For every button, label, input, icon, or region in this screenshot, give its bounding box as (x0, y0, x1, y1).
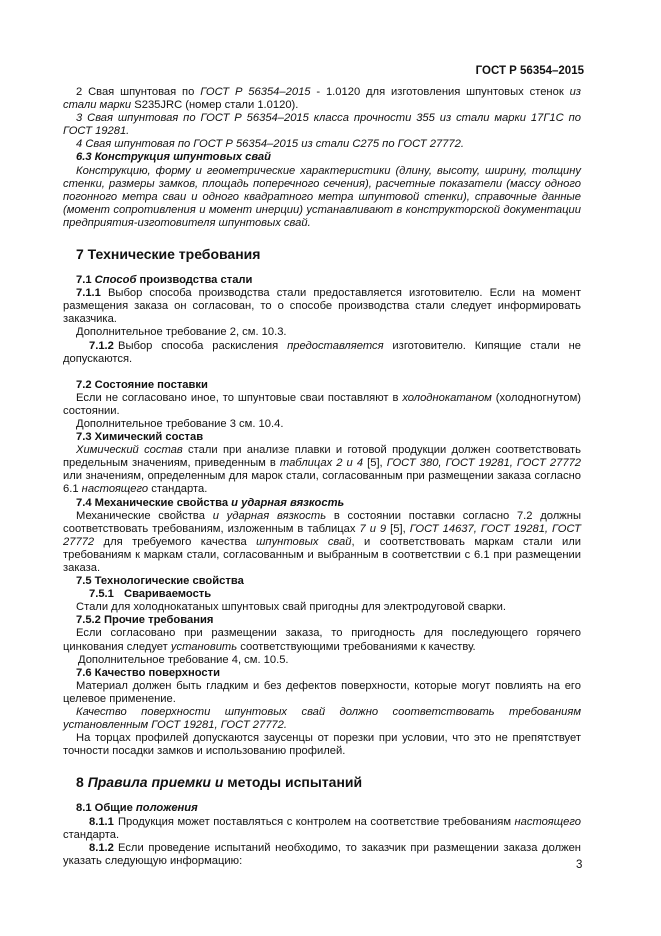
section-heading-8: 8 Правила приемки и методы испытаний (76, 774, 363, 791)
page-number: 3 (576, 859, 583, 871)
document-header: ГОСТ Р 56354–2015 (475, 65, 584, 77)
section-heading-6-3: 6.3 Конструкция шпунтовых свай (76, 151, 271, 164)
section-heading-7: 7 Технические требования (76, 246, 261, 263)
paragraph-7-1-2: 7.1.2 Выбор способа раскисления предоставляется изготовителю. Кипящие стали не допускаются. (63, 339, 581, 365)
additional-requirement-3: Дополнительное требование 3 см. 10.4. (76, 417, 284, 430)
paragraph-8-1-1: 8.1.1 Продукция может поставляться с контролем на соответствие требованиям настоящего стандарта. (63, 815, 581, 841)
paragraph-7-6-a: Материал должен быть гладким и без дефектов поверхности, которые могут повлиять на его целевое применение. (63, 679, 581, 705)
section-heading-7-2: 7.2 Состояние поставки (76, 378, 208, 391)
section-heading-7-1: 7.1 Способ производства стали (76, 274, 253, 287)
section-heading-7-5-1: 7.5.1 Свариваемость (89, 588, 212, 601)
additional-requirement-2: Дополнительное требование 2, см. 10.3. (76, 326, 287, 339)
document-body (63, 86, 581, 868)
paragraph-7-5-1: Стали для холоднокатаных шпунтовых свай пригодны для электродуговой сварки. (76, 601, 507, 614)
paragraph-7-4: Механические свойства и ударная вязкость в состоянии поставки согласно 7.2 должны соответствовать требованиям, изложенным в таблицах 7 и 9 [5], ГОСТ 14637, ГОСТ 19281, ГОСТ 27772 для требуемого качества шпунтовых свай, и соответствовать маркам стали или требованиям к маркам стали, согласованным и выбранным в соответствии с 6.1 при размещении заказа. (63, 509, 582, 574)
section-heading-7-5-2: 7.5.2 Прочие требования (76, 614, 214, 627)
section-heading-7-3: 7.3 Химический состав (76, 431, 204, 444)
paragraph-7-6-b: Качество поверхности шпунтовых свай должно соответствовать требованиям установленным ГОСТ 19281, ГОСТ 27772. (63, 706, 581, 732)
paragraph-6-3: Конструкцию, форму и геометрические характеристики (длину, высоту, ширину, толщину стенки, размеры замков, площадь поперечного сечения), расчетные показатели (массу одного погонного метра сваи и одного квадратного метра шпунтовой стенки), справочные данные (момент сопротивления и момент инерции) устанавливают в конструкторской документации предприятия-изготовителя шпунтовых свай. (63, 164, 581, 229)
section-heading-8-1: 8.1 Общие положения (76, 802, 198, 815)
section-heading-7-5: 7.5 Технологические свойства (76, 575, 244, 588)
paragraph-note-3: 3 Свая шпунтовая по ГОСТ Р 56354–2015 класса прочности 355 из стали марки 17Г1С по ГОСТ 19281. (63, 112, 581, 138)
paragraph-7-6-c: На торцах профилей допускаются заусенцы от порезки при условии, что это не препятствует точности посадки замков и использованию профилей. (63, 732, 581, 758)
additional-requirement-4: Дополнительное требование 4, см. 10.5. (78, 653, 289, 666)
paragraph-7-3: Химический состав стали при анализе плавки и готовой продукции должен соответствовать предельным значениям, приведенным в таблицах 2 и 4 [5], ГОСТ 380, ГОСТ 19281, ГОСТ 27772 или значениям, определенным для марок стали, согласованным при размещении заказа согласно 6.1 настоящего стандарта. (63, 444, 582, 496)
section-heading-7-6: 7.6 Качество поверхности (76, 666, 220, 679)
paragraph-note-2: 2 Свая шпунтовая по ГОСТ Р 56354–2015 - 1.0120 для изготовления шпунтовых стенок из стали марки S235JRC (номер стали 1.0120). (63, 86, 581, 112)
section-heading-7-4: 7.4 Механические свойства и ударная вязкость (76, 496, 345, 509)
paragraph-7-1-1: 7.1.1 Выбор способа производства стали предоставляется изготовителю. Если на момент размещения заказа он согласован, то о способе производства стали следует информировать заказчика. (63, 287, 581, 326)
paragraph-7-2: Если не согласовано иное, то шпунтовые сваи поставляют в холоднокатаном (холодногнутом) состоянии. (63, 391, 581, 417)
paragraph-8-1-2: 8.1.2 Если проведение испытаний необходимо, то заказчик при размещении заказа должен указать следующую информацию: (63, 841, 581, 867)
paragraph-7-5-2: Если согласовано при размещении заказа, то пригодность для последующего горячего цинкования следует установить соответствующими требованиями к качеству. (63, 627, 581, 653)
paragraph-note-4: 4 Свая шпунтовая по ГОСТ Р 56354–2015 из стали С275 по ГОСТ 27772. (76, 138, 464, 151)
